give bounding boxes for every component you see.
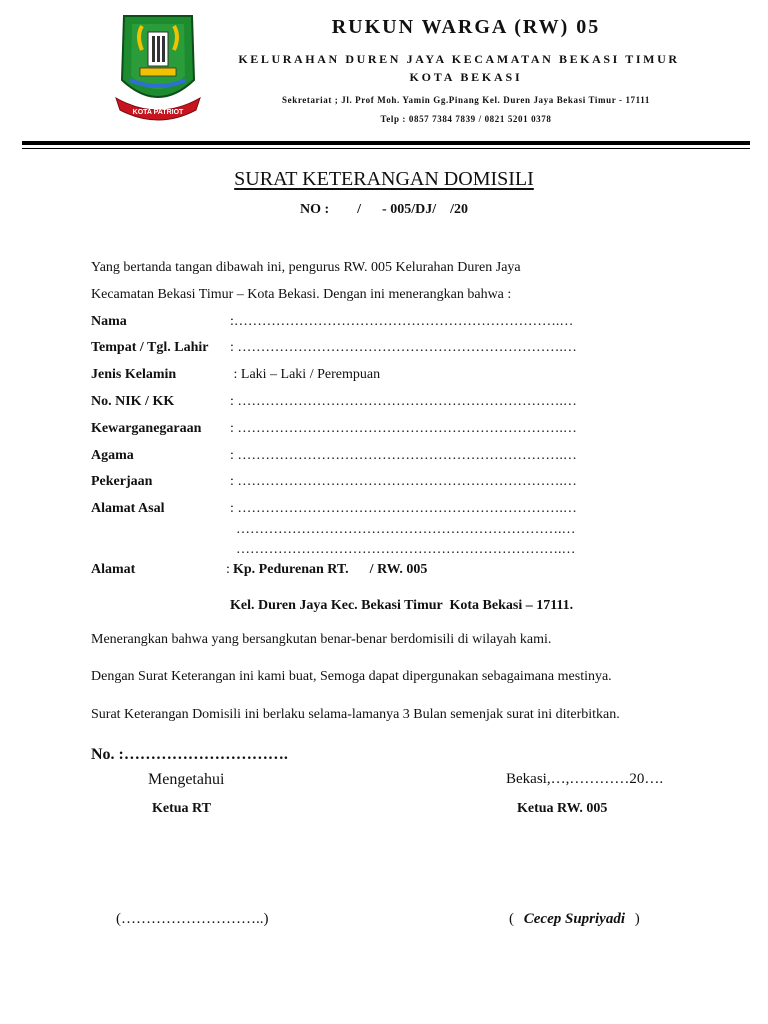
phone-line: Telp : 0857 7384 7839 / 0821 5201 0378 bbox=[380, 114, 552, 124]
secretariat-address: Sekretariat ; Jl. Prof Moh. Yamin Gg.Pinang Kel. Duren Jaya Bekasi Timur - 17111 bbox=[282, 95, 650, 105]
place-date: Bekasi,…,…………20…. bbox=[506, 771, 664, 787]
field-value-pekerjaan: : …………………………………………………………….… bbox=[230, 474, 577, 489]
alamat-asal-line-2: …………………………………………………………….… bbox=[236, 522, 576, 537]
org-name: RUKUN WARGA (RW) 05 bbox=[331, 16, 601, 38]
field-label-nama: Nama bbox=[91, 314, 127, 329]
field-label-pekerjaan: Pekerjaan bbox=[91, 474, 153, 489]
field-value-nama: :…………………………………………………………….… bbox=[230, 314, 574, 329]
header-rule-thin bbox=[22, 148, 750, 149]
field-value-agama: : …………………………………………………………….… bbox=[230, 448, 577, 463]
alamat-value: Kp. Pedurenan RT. / RW. 005 bbox=[233, 562, 428, 577]
field-label-alamat-asal: Alamat Asal bbox=[91, 501, 165, 516]
registration-number: No. :…………………………. bbox=[91, 746, 288, 763]
field-value-nik: : …………………………………………………………….… bbox=[230, 394, 577, 409]
signature-rt: (………………………..) bbox=[116, 911, 269, 927]
field-value-jenis-kelamin: : Laki – Laki / Perempuan bbox=[230, 367, 381, 382]
signature-rw-close: ) bbox=[634, 911, 640, 927]
ketua-rw-label: Ketua RW. 005 bbox=[517, 801, 608, 816]
alamat-label: Alamat bbox=[91, 562, 136, 577]
intro-line-1: Yang bertanda tangan dibawah ini, pengurus RW. 005 Kelurahan Duren Jaya bbox=[91, 260, 521, 275]
field-label-jenis-kelamin: Jenis Kelamin bbox=[91, 367, 177, 382]
logo-banner-text: KOTA PATRIOT bbox=[132, 109, 184, 116]
alamat-line-2: Kel. Duren Jaya Kec. Bekasi Timur Kota Bekasi – 17111. bbox=[230, 598, 574, 613]
city-line: KOTA BEKASI bbox=[409, 70, 523, 84]
signature-rw-open: ( bbox=[509, 911, 514, 927]
field-label-ttl: Tempat / Tgl. Lahir bbox=[91, 340, 209, 355]
alamat-colon: : bbox=[226, 562, 230, 577]
kota-bekasi-emblem-icon bbox=[112, 10, 204, 126]
header-rule-thick bbox=[22, 141, 750, 145]
mengetahui-label: Mengetahui bbox=[148, 771, 225, 788]
field-label-agama: Agama bbox=[91, 448, 134, 463]
field-value-alamat-asal: : …………………………………………………………….… bbox=[230, 501, 577, 516]
field-label-nik: No. NIK / KK bbox=[91, 394, 175, 409]
signature-rw-name: Cecep Supriyadi bbox=[523, 911, 625, 927]
intro-line-2: Kecamatan Bekasi Timur – Kota Bekasi. Dengan ini menerangkan bahwa : bbox=[91, 287, 512, 302]
field-label-kewarganegaraan: Kewarganegaraan bbox=[91, 421, 202, 436]
statement-3: Surat Keterangan Domisili ini berlaku selama-lamanya 3 Bulan semenjak surat ini diterbitkan. bbox=[91, 707, 620, 722]
statement-1: Menerangkan bahwa yang bersangkutan benar-benar berdomisili di wilayah kami. bbox=[91, 632, 552, 647]
field-value-ttl: : …………………………………………………………….… bbox=[230, 340, 577, 355]
statement-2: Dengan Surat Keterangan ini kami buat, Semoga dapat dipergunakan sebagaimana mestinya. bbox=[91, 669, 612, 684]
ketua-rt-label: Ketua RT bbox=[152, 801, 212, 816]
alamat-asal-line-3: …………………………………………………………….… bbox=[236, 542, 576, 557]
kelurahan-line: KELURAHAN DUREN JAYA KECAMATAN BEKASI TIMUR bbox=[238, 52, 680, 66]
document-number: NO : / - 005/DJ/ /20 bbox=[300, 202, 468, 217]
field-value-kewarganegaraan: : …………………………………………………………….… bbox=[230, 421, 577, 436]
document-title: SURAT KETERANGAN DOMISILI bbox=[234, 168, 534, 190]
signature-rw bbox=[509, 911, 640, 928]
